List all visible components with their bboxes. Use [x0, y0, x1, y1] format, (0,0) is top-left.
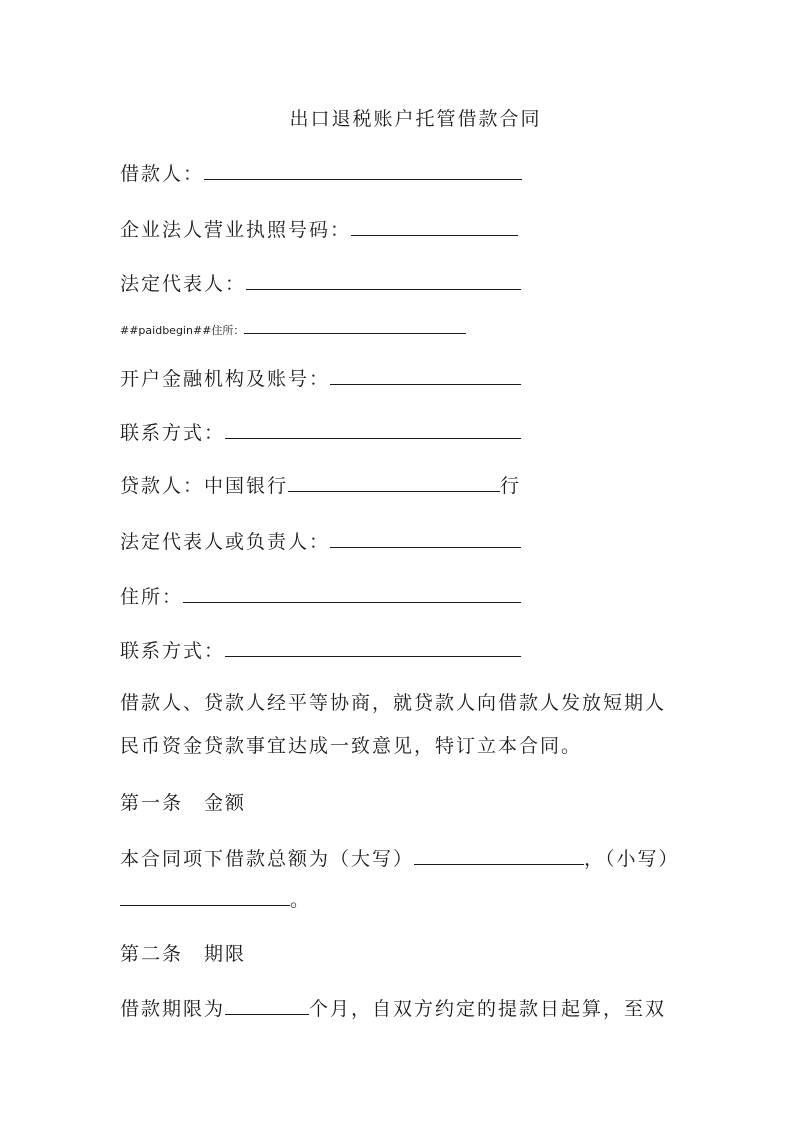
address-blank[interactable]	[183, 583, 521, 603]
article-1-text-c: 。	[290, 889, 312, 911]
license-blank[interactable]	[351, 216, 518, 236]
amount-uppercase-blank[interactable]	[414, 845, 584, 865]
bank-account-blank[interactable]	[330, 365, 521, 385]
article-2-heading: 第二条 期限	[120, 943, 247, 965]
contact-label-1: 联系方式：	[120, 422, 226, 444]
address-line	[120, 583, 521, 610]
article-2-text-a: 借款期限为	[120, 998, 226, 1020]
legal-rep-line	[120, 270, 521, 297]
license-label: 企业法人营业执照号码：	[120, 219, 352, 241]
article-1-line	[120, 845, 680, 872]
license-line	[120, 216, 518, 243]
contact-line-2	[120, 637, 521, 664]
bank-account-line	[120, 365, 521, 392]
paid-marker-text: ##paidbegin##住所：	[120, 324, 245, 337]
lender-label: 贷款人：中国银行	[120, 475, 289, 497]
contact-line-1	[120, 419, 521, 446]
address-blank-small[interactable]	[244, 322, 466, 334]
borrower-line	[120, 160, 522, 187]
article-2-text-b: 个月，自双方约定的提款日起算，至双	[309, 998, 667, 1020]
bank-account-label: 开户金融机构及账号：	[120, 368, 331, 390]
intro-line-1: 借款人、贷款人经平等协商，就贷款人向借款人发放短期人	[120, 692, 667, 714]
amount-lowercase-blank[interactable]	[120, 886, 290, 906]
paid-marker-line	[120, 322, 466, 338]
borrower-blank[interactable]	[204, 160, 522, 180]
document-title: 出口退税账户托管借款合同	[289, 108, 542, 130]
lender-suffix: 行	[500, 475, 522, 497]
article-1-heading: 第一条 金额	[120, 792, 247, 814]
lender-branch-blank[interactable]	[288, 472, 500, 492]
lender-rep-label: 法定代表人或负责人：	[120, 531, 331, 553]
borrower-label: 借款人：	[120, 163, 205, 185]
intro-line-2: 民币资金贷款事宜达成一致意见，特订立本合同。	[120, 735, 583, 757]
contact-label-2: 联系方式：	[120, 640, 226, 662]
lender-rep-blank[interactable]	[330, 528, 521, 548]
contact-blank-1[interactable]	[225, 419, 521, 439]
address-label: 住所：	[120, 586, 184, 608]
term-months-blank[interactable]	[225, 995, 309, 1015]
contact-blank-2[interactable]	[225, 637, 521, 657]
article-1-line-2	[120, 886, 311, 913]
article-1-text-b: ，（小写）	[584, 848, 680, 870]
lender-rep-line	[120, 528, 521, 555]
legal-rep-label: 法定代表人：	[120, 273, 247, 295]
article-2-line	[120, 995, 666, 1022]
article-1-text-a: 本合同项下借款总额为（大写）	[120, 848, 415, 870]
legal-rep-blank[interactable]	[246, 270, 521, 290]
lender-line	[120, 472, 521, 499]
